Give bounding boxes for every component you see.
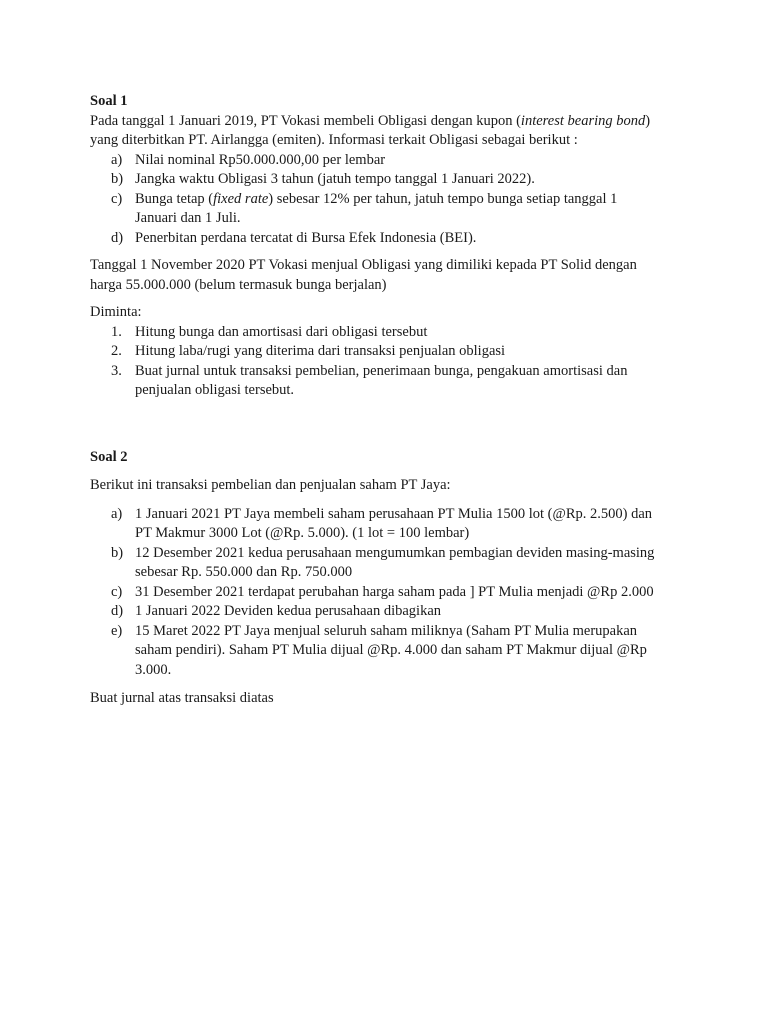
list-marker: c) [111,190,123,207]
list-marker: d) [111,229,124,246]
list-item-text [135,190,690,210]
list-marker: b) [111,544,124,561]
list-item-text: 31 Desember 2021 terdapat perubahan harga saham pada ] PT Mulia menjadi @Rp 2.000 [135,583,654,600]
bond-info-list [90,151,690,249]
list-item [90,151,690,171]
list-item-text: Januari dan 1 Juli. [135,210,241,226]
diminta-label: Diminta: [90,304,142,320]
list-item [90,602,690,622]
list-marker: 1. [111,323,122,340]
list-item-text: PT Makmur 3000 Lot (@Rp. 5.000). (1 lot = 100 lembar) [135,525,470,541]
soal-2-closing: Buat jurnal atas transaksi diatas [90,690,274,706]
list-item [90,229,690,249]
list-marker: 2. [111,343,122,359]
list-item-text: sebesar Rp. 550.000 dan Rp. 750.000 [135,564,353,580]
list-marker: e) [111,622,123,639]
list-item [90,342,690,362]
list-item-text: Hitung bunga dan amortisasi dari obligasi tersebut [135,323,428,340]
soal-1-heading: Soal 1 [90,93,128,109]
task-list [90,323,690,401]
soal-2-intro: Berikut ini transaksi pembelian dan penjualan saham PT Jaya: [90,477,451,493]
list-marker: a) [111,505,123,522]
list-item [90,190,690,229]
list-item-text: 3.000. [135,661,172,678]
item-text-part: Bunga tetap ( [135,190,214,207]
list-item-text: Buat jurnal untuk transaksi pembelian, penerimaan bunga, pengakuan amortisasi dan [135,362,628,379]
list-item-text: penjualan obligasi tersebut. [135,382,295,398]
list-marker: c) [111,583,123,600]
list-marker: d) [111,603,124,619]
soal-1-intro-line-2: yang diterbitkan PT. Airlangga (emiten). Informasi terkait Obligasi sebagai berikut : [90,132,578,148]
list-item-text: 15 Maret 2022 PT Jaya menjual seluruh saham miliknya (Saham PT Mulia merupakan [135,622,638,639]
list-item-text: saham pendiri). Saham PT Mulia dijual @Rp. 4.000 dan saham PT Makmur dijual @Rp [135,642,647,658]
list-item-text: 1 Januari 2022 Deviden kedua perusahaan dibagikan [135,603,442,619]
list-item [90,505,690,544]
intro-text: Pada tanggal 1 Januari 2019, PT Vokasi membeli Obligasi dengan kupon ( [90,112,521,129]
list-item [90,622,690,681]
item-italic-term: fixed rate [213,190,269,207]
list-item-text: Jangka waktu Obligasi 3 tahun (jatuh tempo tanggal 1 Januari 2022). [135,171,535,187]
intro-italic-term: interest bearing bond [520,112,646,129]
transaction-list [90,505,690,681]
list-item [90,362,690,401]
list-marker: 3. [111,362,122,379]
list-item-text: 1 Januari 2021 PT Jaya membeli saham perusahaan PT Mulia 1500 lot (@Rp. 2.500) dan [135,505,653,522]
sale-paragraph-line-2: harga 55.000.000 (belum termasuk bunga berjalan) [90,276,387,293]
list-item-text: 12 Desember 2021 kedua perusahaan mengumumkan pembagian deviden masing-masing [135,544,655,561]
list-marker: a) [111,151,123,168]
list-item [90,544,690,583]
soal-2-heading: Soal 2 [90,448,128,465]
list-item [90,323,690,343]
list-item-text: Nilai nominal Rp50.000.000,00 per lembar [135,151,386,168]
list-item-text: Penerbitan perdana tercatat di Bursa Efek Indonesia (BEI). [135,229,477,246]
document-page [90,92,690,709]
intro-text-close: ) [645,112,651,129]
item-text-part: ) sebesar 12% per tahun, jatuh tempo bunga setiap tanggal 1 [268,190,618,207]
sale-paragraph-line-1: Tanggal 1 November 2020 PT Vokasi menjual Obligasi yang dimiliki kepada PT Solid dengan [90,257,637,273]
list-item [90,170,690,190]
list-marker: b) [111,171,124,187]
list-item [90,583,690,603]
list-item-text: Hitung laba/rugi yang diterima dari transaksi penjualan obligasi [135,343,506,359]
soal-1-intro-line-1 [90,112,690,132]
